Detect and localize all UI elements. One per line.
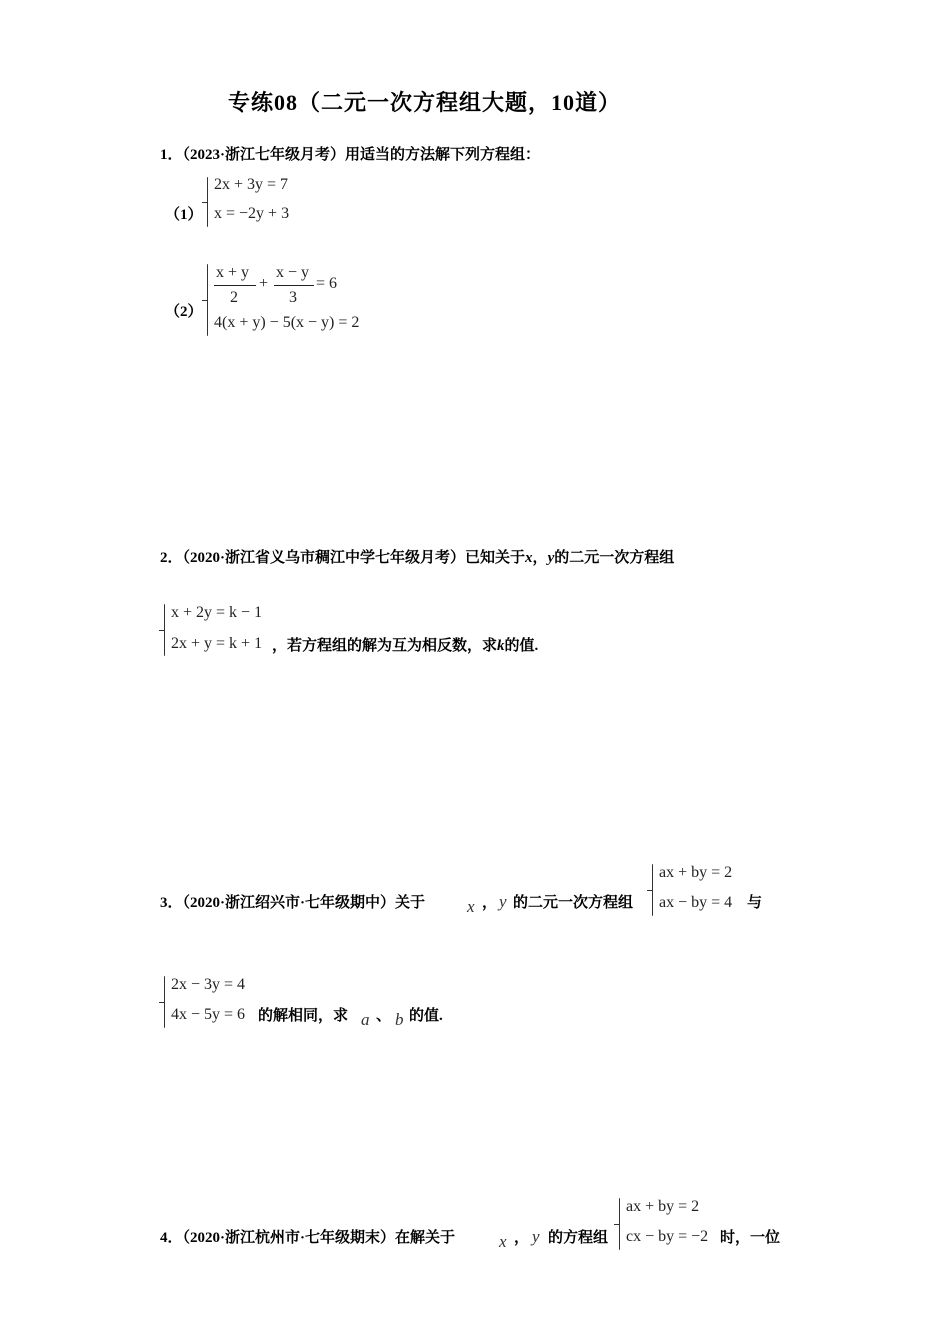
- fraction-numerator: x + y: [216, 264, 250, 281]
- question-text: 的解相同，求: [258, 1008, 349, 1024]
- variable-y: y: [499, 892, 507, 911]
- equation: ax + by = 2: [659, 864, 733, 881]
- equation: 2x − 3y = 4: [171, 976, 246, 993]
- question-text: 的方程组: [548, 1230, 609, 1246]
- part-label: （2）: [165, 304, 203, 320]
- equation: 2x + 3y = 7: [214, 176, 289, 193]
- brace-icon: [164, 604, 165, 656]
- question-text: 3．（2020·浙江绍兴市·七年级期中）关于: [160, 895, 426, 911]
- variable-x: x: [499, 1232, 507, 1251]
- comma: ，: [514, 1230, 530, 1246]
- question-number: 1．（2023·浙江七年级月考）用适当的方法解下列方程组：: [160, 147, 541, 163]
- brace-icon: [207, 264, 208, 336]
- equation: x = −2y + 3: [214, 205, 290, 222]
- question-text: 4．（2020·浙江杭州市·七年级期末）在解关于: [160, 1230, 456, 1246]
- question-text: 的值.: [409, 1008, 443, 1024]
- variable-b: b: [395, 1010, 404, 1029]
- equation: 4x − 5y = 6: [171, 1006, 246, 1023]
- brace-icon: [652, 864, 653, 916]
- page-title: 专练08（二元一次方程组大题，10道）: [228, 90, 622, 115]
- part-label: （1）: [165, 207, 203, 223]
- equation: 4(x + y) − 5(x − y) = 2: [214, 314, 360, 331]
- question-text: 的二元一次方程组: [513, 895, 634, 911]
- variable-a: a: [361, 1010, 370, 1029]
- brace-icon: [619, 1198, 620, 1250]
- variable-y: y: [532, 1227, 540, 1246]
- plus-sign: +: [259, 275, 269, 292]
- equation: ax − by = 4: [659, 894, 733, 911]
- variable-x: x: [467, 897, 475, 916]
- comma: ，: [482, 895, 498, 911]
- equation-rhs: = 6: [316, 275, 338, 292]
- separator: 、: [376, 1008, 392, 1024]
- equation: 2x + y = k + 1: [171, 635, 263, 652]
- fraction-denominator: 2: [230, 289, 238, 306]
- question-text: 与: [747, 895, 763, 911]
- question-text: 时，一位: [720, 1230, 781, 1246]
- brace-icon: [164, 976, 165, 1028]
- equation: x + 2y = k − 1: [171, 604, 263, 621]
- fraction-line: [274, 285, 314, 286]
- brace-icon: [207, 177, 208, 227]
- question-text: ，若方程组的解为互为相反数，求k的值.: [272, 638, 539, 654]
- fraction-line: [214, 285, 256, 286]
- equation: cx − by = −2: [626, 1228, 709, 1245]
- fraction-numerator: x − y: [276, 264, 310, 281]
- equation: ax + by = 2: [626, 1198, 700, 1215]
- fraction-denominator: 3: [289, 289, 297, 306]
- question-text: 2．（2020·浙江省义乌市稠江中学七年级月考）已知关于x，y的二元一次方程组: [160, 550, 675, 566]
